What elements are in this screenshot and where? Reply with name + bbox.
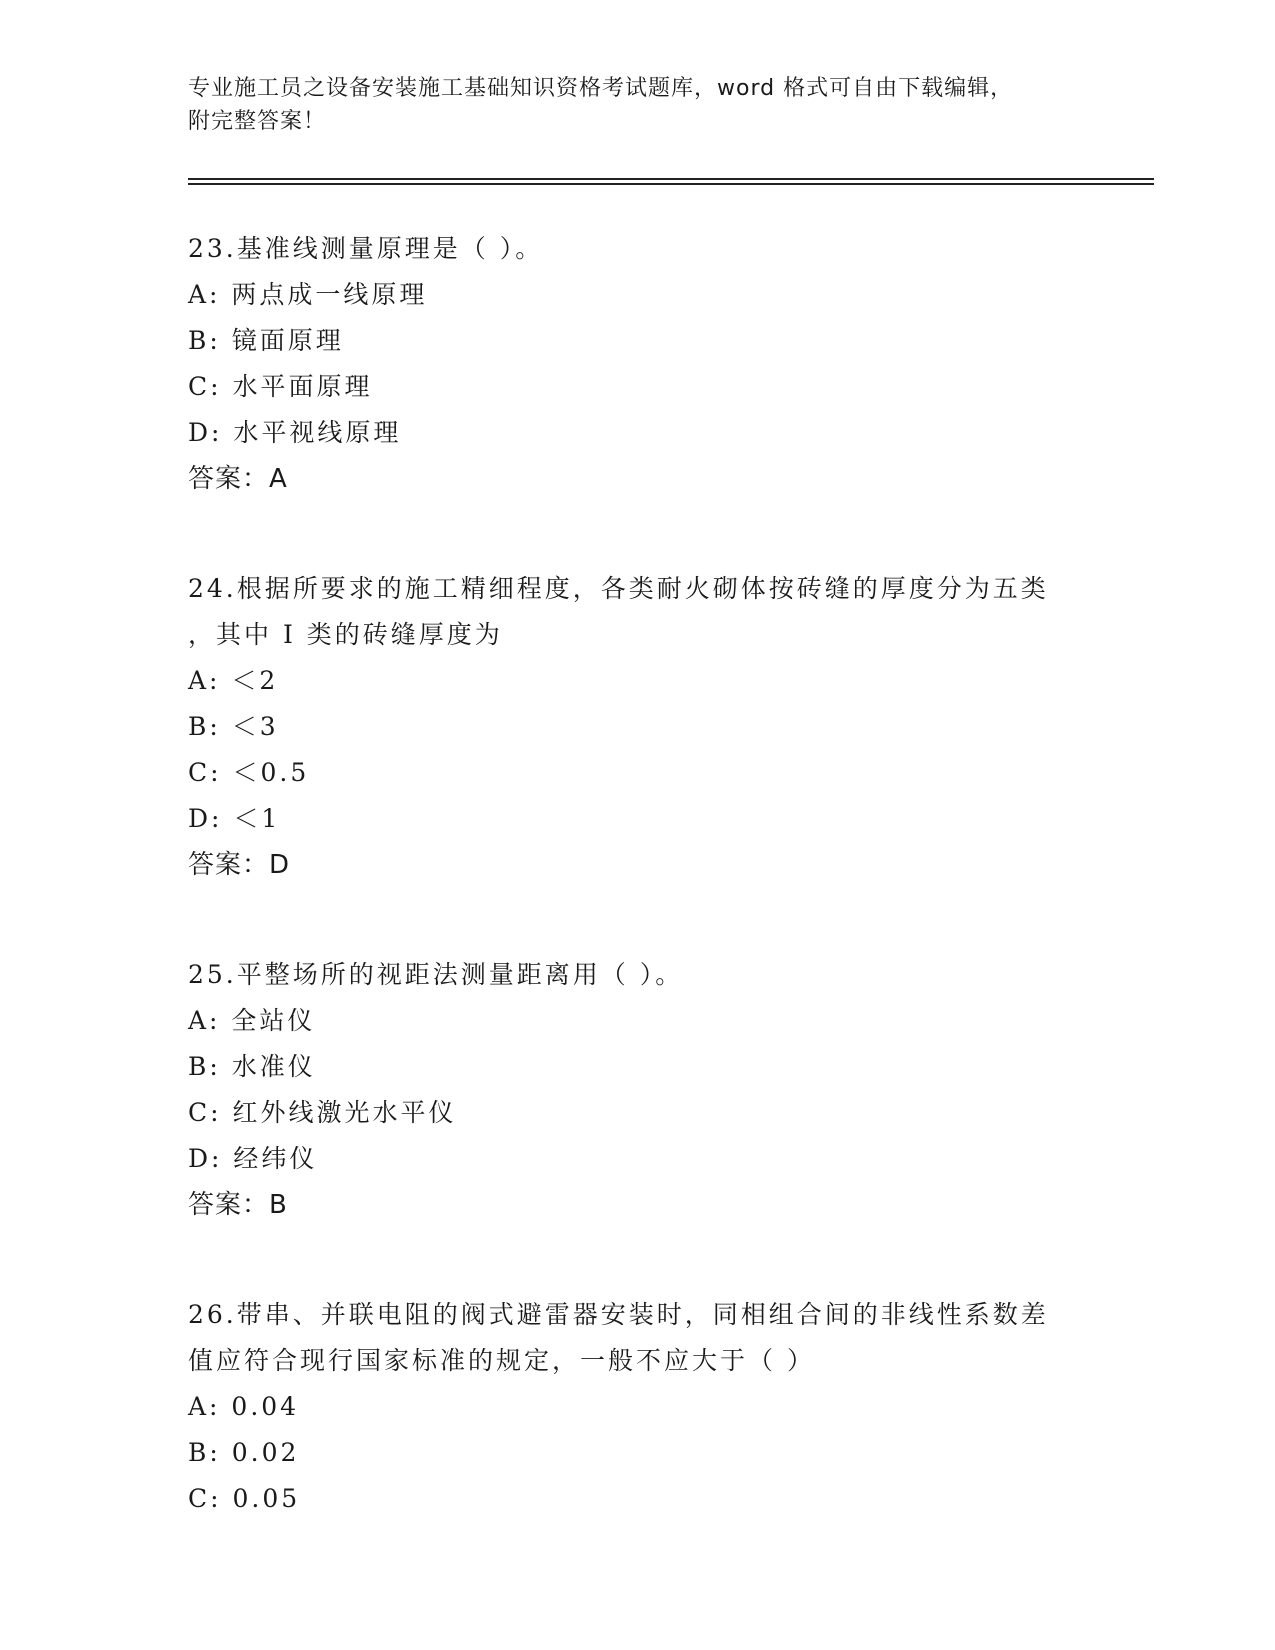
- option-d: D: 经纬仪: [188, 1144, 318, 1173]
- header-line-2: 附完整答案！: [188, 109, 327, 134]
- answer: 答案：B: [188, 1190, 288, 1220]
- question-stem-continued: ，其中 I 类的砖缝厚度为: [188, 620, 503, 649]
- question-stem-continued: 值应符合现行国家标准的规定，一般不应大于（ ）: [188, 1346, 815, 1375]
- header-rule-top: [188, 178, 1154, 180]
- answer: 答案：D: [188, 850, 291, 880]
- question-23: [188, 226, 1088, 502]
- question-25: [188, 952, 1088, 1228]
- question-stem: 26.带串、并联电阻的阀式避雷器安装时，同相组合间的非线性系数差: [188, 1300, 1049, 1329]
- option-a: A: 两点成一线原理: [188, 280, 428, 309]
- answer: 答案：A: [188, 464, 288, 494]
- document-header: [188, 72, 1088, 138]
- option-b: B: 0.02: [188, 1438, 300, 1467]
- option-b: B: 水准仪: [188, 1052, 316, 1081]
- option-c: C: 水平面原理: [188, 372, 373, 401]
- option-b: B: ＜3: [188, 712, 279, 741]
- question-stem: 25.平整场所的视距法测量距离用（ ）。: [188, 960, 684, 989]
- option-a: A: 全站仪: [188, 1006, 316, 1035]
- option-c: C: 0.05: [188, 1484, 301, 1513]
- option-d: D: ＜1: [188, 804, 281, 833]
- option-c: C: 红外线激光水平仪: [188, 1098, 457, 1127]
- header-rule-bottom: [188, 183, 1154, 185]
- question-26: [188, 1292, 1088, 1522]
- question-stem: 23.基准线测量原理是（ ）。: [188, 234, 544, 263]
- option-a: A: 0.04: [188, 1392, 300, 1421]
- header-line-1: 专业施工员之设备安装施工基础知识资格考试题库，word 格式可自由下载编辑，: [188, 76, 1014, 101]
- option-a: A: ＜2: [188, 666, 279, 695]
- option-b: B: 镜面原理: [188, 326, 344, 355]
- option-d: D: 水平视线原理: [188, 418, 402, 447]
- question-stem: 24.根据所要求的施工精细程度，各类耐火砌体按砖缝的厚度分为五类: [188, 574, 1049, 603]
- question-24: [188, 566, 1088, 888]
- option-c: C: ＜0.5: [188, 758, 310, 787]
